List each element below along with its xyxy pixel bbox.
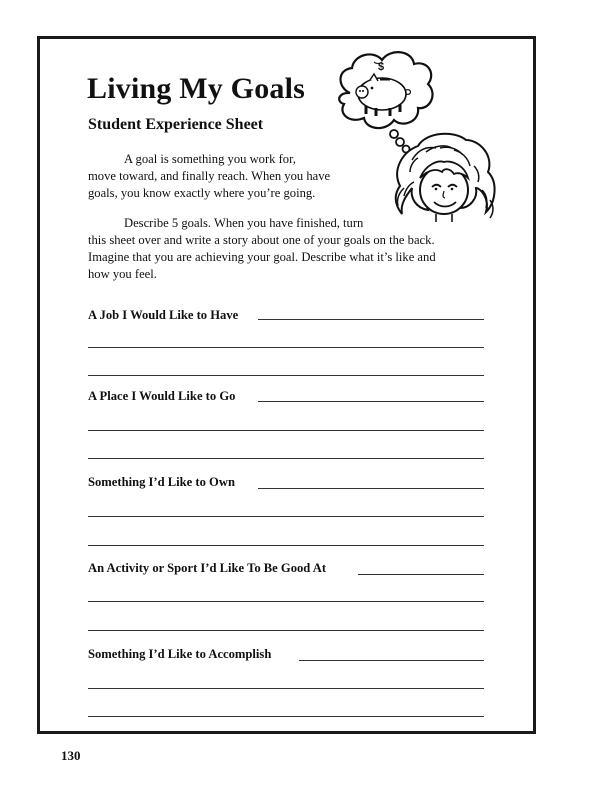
goal-accomplish-answer-line-2[interactable] (88, 688, 484, 689)
intro-paragraph (88, 151, 368, 202)
page-number: 130 (61, 748, 81, 763)
girl-face-icon (396, 134, 495, 222)
instructions-line-3: Imagine that you are achieving your goal. Describe what it’s like and (88, 250, 436, 264)
thought-trail-bubbles-icon (390, 130, 410, 153)
goal-job-answer-line-2[interactable] (88, 347, 484, 348)
goal-job-answer-line-3[interactable] (88, 375, 484, 376)
girl-dreaming-of-piggy-bank-icon (330, 48, 510, 228)
instructions-line-1: Describe 5 goals. When you have finished, turn (124, 216, 364, 230)
goal-label-job: A Job I Would Like to Have (88, 308, 239, 322)
goal-label-accomplish: Something I’d Like to Accomplish (88, 647, 272, 661)
intro-line-2: move toward, and finally reach. When you have (88, 169, 331, 183)
goal-label-activity: An Activity or Sport I’d Like To Be Good At (88, 561, 327, 575)
goal-own-answer-line-1[interactable] (258, 488, 484, 489)
goal-place-answer-line-2[interactable] (88, 430, 484, 431)
goal-own-answer-line-2[interactable] (88, 516, 484, 517)
intro-line-3: goals, you know exactly where you’re going. (88, 186, 316, 200)
instructions-line-4: how you feel. (88, 267, 157, 281)
goal-accomplish-answer-line-1[interactable] (299, 660, 484, 661)
goal-accomplish-answer-line-3[interactable] (88, 716, 484, 717)
goal-label-own: Something I’d Like to Own (88, 475, 235, 489)
goal-activity-answer-line-1[interactable] (358, 574, 484, 575)
goal-activity-answer-line-2[interactable] (88, 601, 484, 602)
intro-line-1: A goal is something you work for, (124, 152, 296, 166)
goal-label-place: A Place I Would Like to Go (88, 389, 236, 403)
goal-place-answer-line-1[interactable] (258, 401, 484, 402)
goal-job-answer-line-1[interactable] (258, 319, 484, 320)
goal-own-answer-line-3[interactable] (88, 545, 484, 546)
goal-activity-answer-line-3[interactable] (88, 630, 484, 631)
instructions-line-2: this sheet over and write a story about one of your goals on the back. (88, 233, 435, 247)
dollar-sign-icon: $ (378, 61, 385, 73)
page-title: Living My Goals (87, 72, 306, 105)
page-subtitle: Student Experience Sheet (88, 116, 264, 133)
goal-place-answer-line-3[interactable] (88, 458, 484, 459)
